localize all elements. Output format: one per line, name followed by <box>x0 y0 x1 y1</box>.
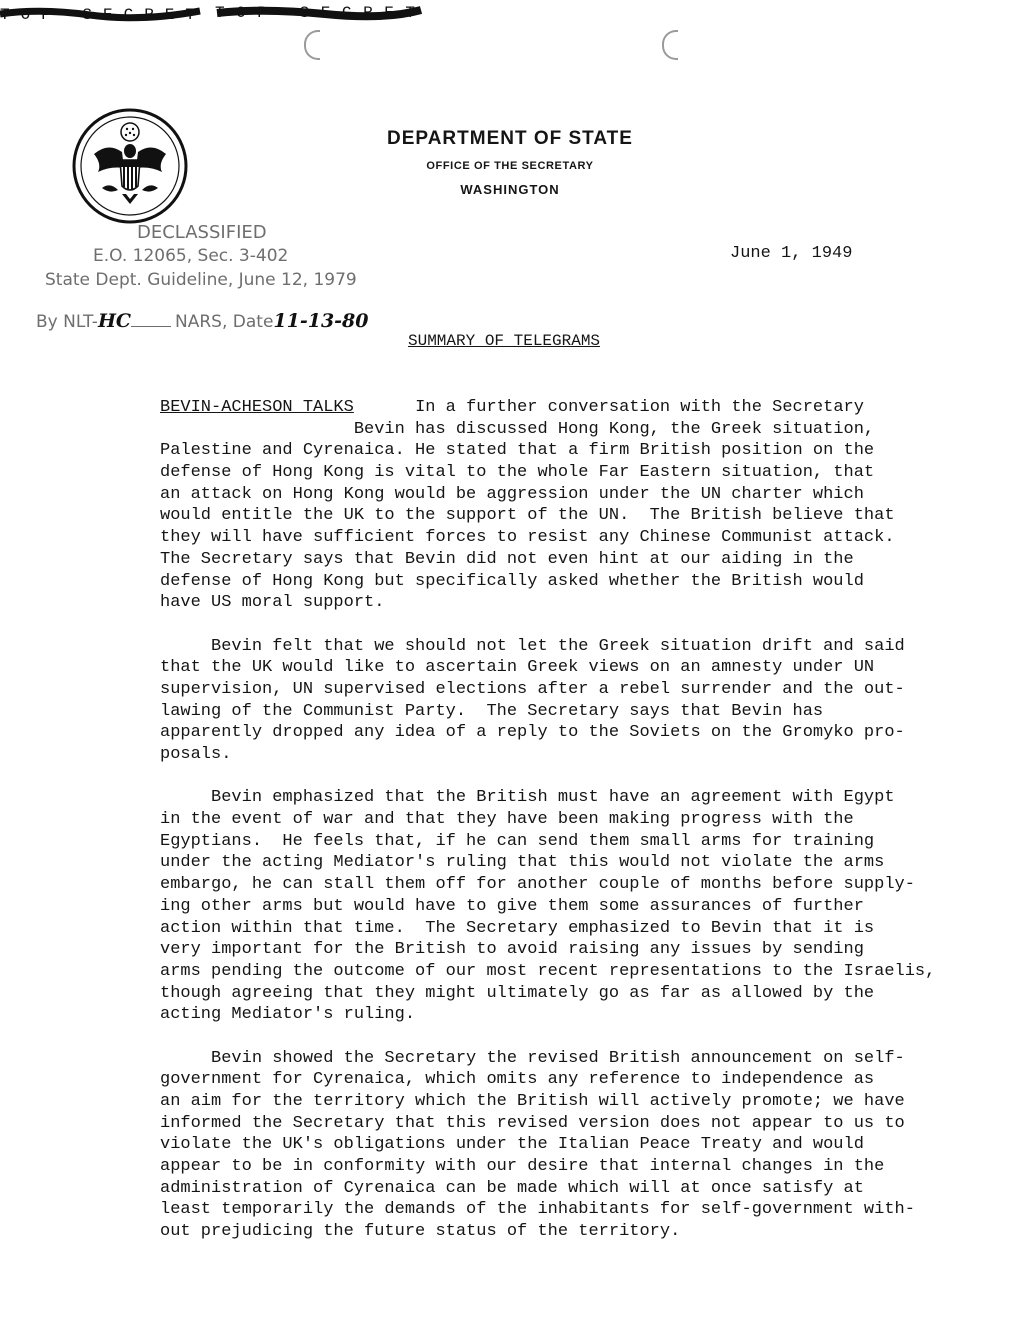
paragraph-line: violate the UK's obligations under the Italian Peace Treaty and would <box>160 1135 864 1155</box>
paragraph-line: acting Mediator's ruling. <box>160 1005 416 1025</box>
paragraph-line: Bevin has discussed Hong Kong, the Greek situation, <box>160 419 875 439</box>
section-heading-line <box>160 397 980 419</box>
paragraph-line: Egyptians. He feels that, if he can send them small arms for training <box>160 831 875 851</box>
paragraph-line: embargo, he can stall them off for another couple of months before supply- <box>160 875 915 895</box>
paragraph-gap <box>160 766 980 788</box>
by-initials: HC <box>97 310 132 332</box>
paragraph-line: action within that time. The Secretary emphasized to Bevin that it is <box>160 918 875 938</box>
binder-hole-right <box>662 30 678 60</box>
paragraph <box>160 787 980 1026</box>
declassified-guideline: State Dept. Guideline, June 12, 1979 <box>45 270 357 290</box>
paragraph-line: an attack on Hong Kong would be aggression under the UN charter which <box>160 484 864 504</box>
paragraph-line: under the acting Mediator's ruling that this would not violate the arms <box>160 853 885 873</box>
classification-bottom-text: TOP SECRET <box>214 4 415 22</box>
paragraph-line: Palestine and Cyrenaica. He stated that a firm British position on the <box>160 441 875 461</box>
paragraph <box>160 636 980 766</box>
great-seal-icon <box>72 108 188 224</box>
section-lead: In a further conversation with the Secretary <box>415 398 864 417</box>
paragraph-line: government for Cyrenaica, which omits any reference to independence as <box>160 1070 875 1090</box>
paragraph-line: Bevin showed the Secretary the revised British announcement on self- <box>160 1048 905 1068</box>
paragraph-line: in the event of war and that they have been making progress with the <box>160 810 854 830</box>
paragraph-line: arms pending the outcome of our most recent representations to the Israelis, <box>160 961 936 981</box>
paragraph-line: administration of Cyrenaica can be made which will at once satisfy at <box>160 1178 864 1198</box>
paragraph <box>160 1048 980 1243</box>
paragraph <box>160 419 980 614</box>
office-name: OFFICE OF THE SECRETARY <box>426 160 594 172</box>
paragraph-line: though agreeing that they might ultimately go as far as allowed by the <box>160 983 875 1003</box>
paragraph-line: an aim for the territory which the British will actively promote; we have <box>160 1092 905 1111</box>
paragraph-line: Bevin emphasized that the British must have an agreement with Egypt <box>160 788 895 808</box>
paragraph-line: lawing of the Communist Party. The Secretary says that Bevin has <box>160 701 824 721</box>
section-subject: BEVIN-ACHESON TALKS <box>160 398 354 417</box>
paragraph-line: would entitle the UK to the support of the UN. The British believe that <box>160 506 895 526</box>
paragraph-line: out prejudicing the future status of the territory. <box>160 1222 681 1242</box>
nars-label: NARS, Date <box>175 312 274 332</box>
declassified-status: DECLASSIFIED <box>137 222 267 243</box>
paragraph-gap <box>160 1026 980 1048</box>
paragraph-line: defense of Hong Kong is vital to the whole Far Eastern situation, that <box>160 463 875 483</box>
paragraph-line: appear to be in conformity with our desire that internal changes in the <box>160 1157 885 1177</box>
paragraph-line: very important for the British to avoid raising any issues by sending <box>160 940 864 960</box>
classification-top-text: TOP SECRET <box>0 6 195 24</box>
summary-title: SUMMARY OF TELEGRAMS <box>408 332 601 350</box>
paragraph-gap <box>160 614 980 636</box>
by-prefix: By NLT- <box>36 312 98 332</box>
city-name: WASHINGTON <box>460 182 560 197</box>
document-date: June 1, 1949 <box>730 244 853 263</box>
paragraph-line: The Secretary says that Bevin did not even hint at our aiding in the <box>160 549 854 569</box>
classification-bottom-redacted <box>215 0 425 26</box>
binder-hole-left <box>304 30 320 60</box>
declassified-authority: E.O. 12065, Sec. 3-402 <box>93 246 289 266</box>
paragraph-line: apparently dropped any idea of a reply to the Soviets on the Gromyko pro- <box>160 723 905 743</box>
document-body <box>160 397 980 1243</box>
nars-date: 11-13-80 <box>273 310 369 332</box>
paragraph-line: posals. <box>160 745 232 764</box>
paragraph-line: defense of Hong Kong but specifically asked whether the British would <box>160 571 864 591</box>
paragraph-line: have US moral support. <box>160 593 385 613</box>
paragraph-line: supervision, UN supervised elections after a rebel surrender and the out- <box>160 679 905 699</box>
paragraph-line: informed the Secretary that this revised version does not appear to us to <box>160 1113 905 1133</box>
declassified-byline <box>36 310 369 332</box>
classification-top-redacted <box>0 2 205 26</box>
paragraph-line: ing other arms but would have to give them some assurances of further <box>160 896 864 916</box>
paragraph-line: Bevin felt that we should not let the Greek situation drift and said <box>160 636 905 656</box>
paragraph-line: they will have sufficient forces to resist any Chinese Communist attack. <box>160 528 895 548</box>
department-name: DEPARTMENT OF STATE <box>387 128 633 149</box>
paragraph-line: that the UK would like to ascertain Greek views on an amnesty under UN <box>160 658 875 678</box>
paragraphs <box>160 419 980 1243</box>
paragraph-line: least temporarily the demands of the inhabitants for self-government with- <box>160 1200 915 1220</box>
